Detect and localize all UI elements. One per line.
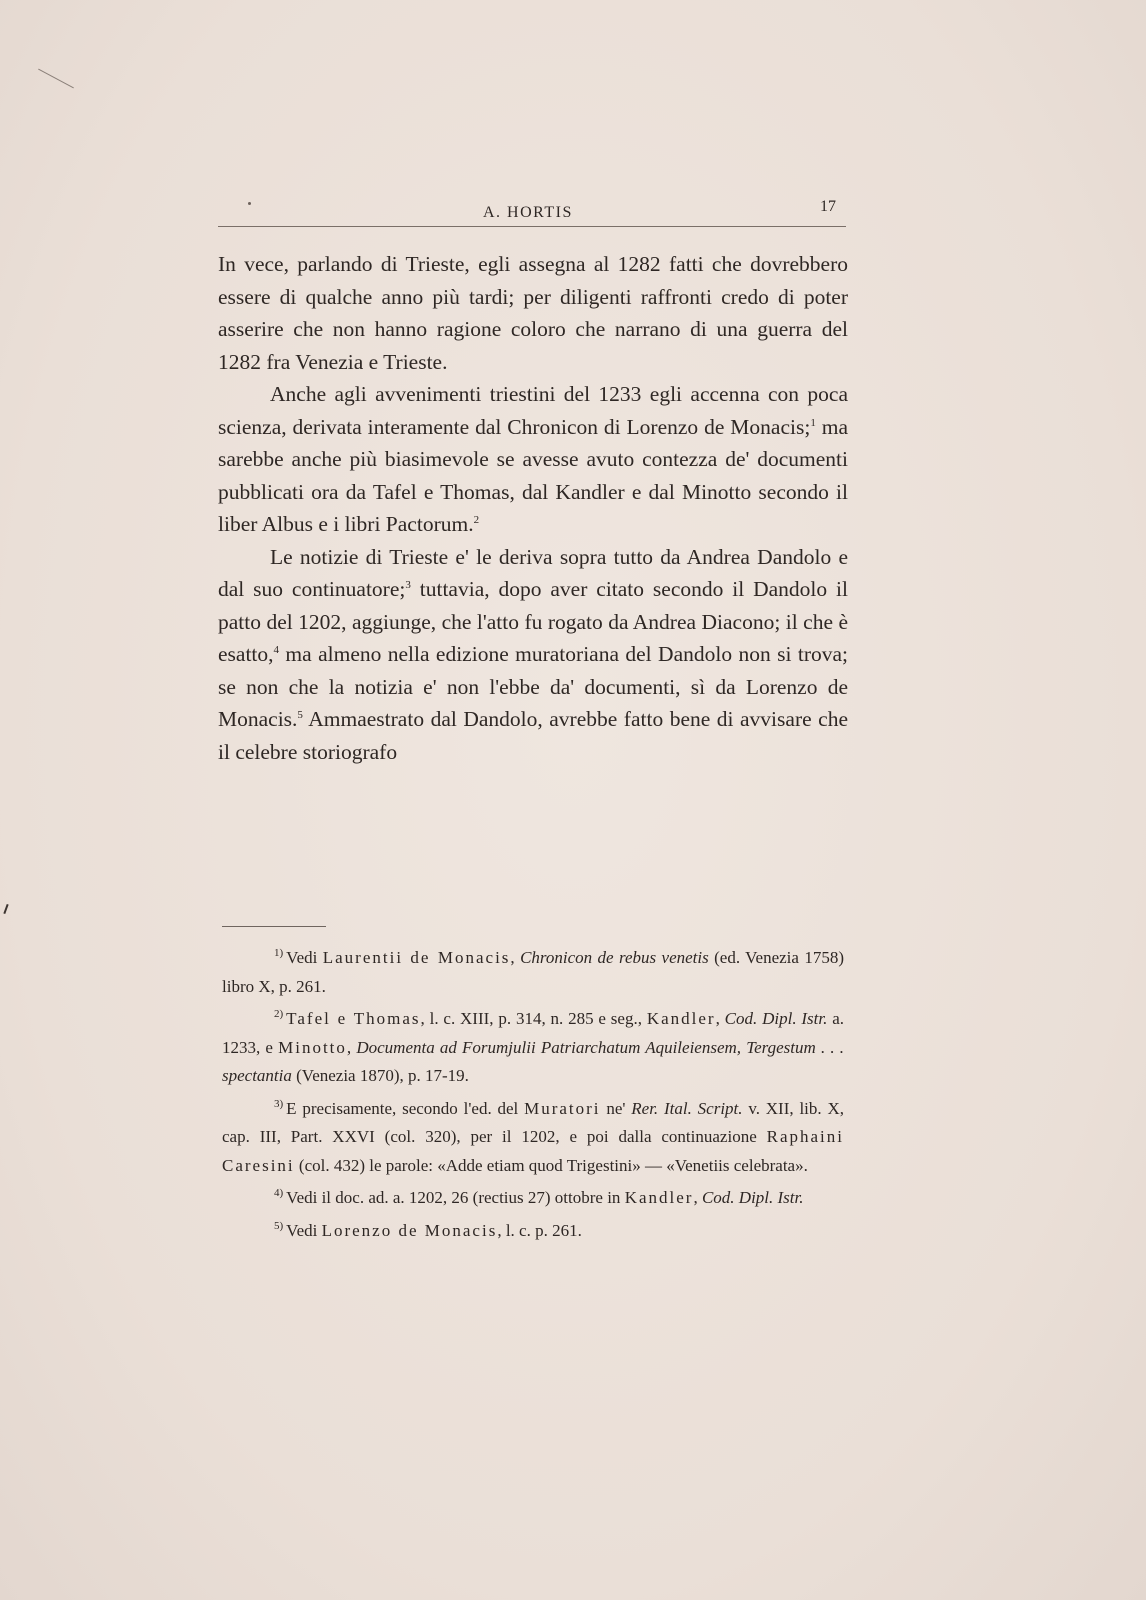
footnote-2-text-f: a. 1233, e [222, 1009, 845, 1057]
paragraph-3 [218, 541, 848, 769]
paper-crease-mark [38, 69, 74, 89]
footnote-2-text-b: , l. c. XIII, p. 314, n. 285 e seg., [420, 1009, 647, 1028]
footnote-2-number: 2) [274, 1008, 284, 1021]
footnote-2-text-j: (Venezia 1870), p. 17-19. [291, 1066, 469, 1085]
running-header-author: A. HORTIS [483, 204, 573, 221]
footnote-5 [222, 1217, 844, 1246]
footnote-2-text-d: , [715, 1009, 725, 1028]
paragraph-1-text: In vece, parlando di Trieste, egli assegna al 1282 fatti che dovrebbero essere di qualche anno più tardi; per diligenti raffronti credo di poter asserire che non hanno ragione coloro che narrano di una guerra del 1282 fra Venezia e Trieste. [218, 252, 848, 374]
footnote-4-text-a: Vedi il doc. ad. a. 1202, 26 (rectius 27) ottobre in [286, 1188, 625, 1207]
footnote-3-number: 3) [274, 1097, 284, 1110]
paragraph-3-text-c: ma almeno nella edizione muratoriana del Dandolo non si trova; se non che la notizia e' non l'ebbe da' documenti, sì da Lorenzo de Monacis. [218, 642, 848, 731]
footnote-3-text-e: v. XII, lib. X, cap. III, Part. XXVI (col. 320), per il 1202, e poi dalla continuazione [222, 1098, 844, 1146]
footnote-5-text-c: , l. c. p. 261. [497, 1220, 582, 1240]
header-rule [218, 226, 846, 227]
footnote-2-author-kandler: Kandler [646, 1009, 716, 1028]
footnote-2-author-minotto: Minotto [278, 1037, 347, 1057]
footnote-2-title-documenta: Documenta ad Forumjulii Patriarchatum Aquileiensem, Tergestum . . . spectantia [222, 1037, 845, 1085]
footnote-ref-3: 3 [405, 578, 411, 591]
paragraph-3-text-b: tuttavia, dopo aver citato secondo il Dandolo il patto del 1202, aggiunge, che l'atto fu rogato da Andrea Diacono; il che è esatto, [218, 577, 848, 666]
paragraph-3-text-d: Ammaestrato dal Dandolo, avrebbe fatto bene di avvisare che il celebre storiografo [218, 707, 848, 764]
paragraph-2 [218, 378, 848, 541]
footnote-4-title: Cod. Dipl. Istr. [701, 1188, 804, 1207]
footnote-1-author: Laurentii de Monacis [322, 948, 511, 967]
footnote-3-text-c: ne' [600, 1098, 632, 1118]
footnote-3-author-caresini: Raphaini Caresini [222, 1127, 844, 1175]
footnote-2-title-cod: Cod. Dipl. Istr. [724, 1009, 828, 1028]
footnote-1-text-e: (ed. Venezia 1758) libro X, p. 261. [222, 948, 844, 996]
footnote-4-author: Kandler [624, 1188, 694, 1207]
footnote-4 [222, 1184, 844, 1213]
footnote-ref-5: 5 [297, 708, 303, 721]
footnote-2 [222, 1005, 844, 1091]
footnote-1 [222, 944, 844, 1001]
main-text [218, 248, 848, 768]
footnote-2-text-h: , [346, 1037, 357, 1057]
footnote-1-number: 1) [274, 947, 284, 960]
footnote-1-title: Chronicon de rebus venetis [520, 948, 709, 967]
paragraph-2-text-a: Anche agli avvenimenti triestini del 1233 egli accenna con poca scienza, derivata interamente dal Chronicon di Lorenzo de Monacis; [218, 382, 848, 439]
paragraph-1 [218, 248, 848, 378]
header-dot [248, 202, 251, 205]
footnote-ref-1: 1 [810, 416, 816, 429]
footnote-3 [222, 1095, 844, 1181]
footnote-3-title: Rer. Ital. Script. [631, 1098, 743, 1118]
footnote-4-text-c: , [693, 1188, 702, 1207]
footnote-5-number: 5) [274, 1219, 284, 1232]
footnote-ref-2: 2 [473, 513, 480, 526]
footnote-5-author: Lorenzo de Monacis [321, 1220, 498, 1240]
footnote-2-authors: Tafel e Thomas [286, 1009, 421, 1028]
footnote-4-number: 4) [274, 1187, 284, 1200]
footnotes [222, 944, 844, 1249]
footnote-1-text-c: , [510, 948, 521, 967]
footnote-3-text-g: (col. 432) le parole: «Adde etiam quod Trigestini» — «Venetiis celebrata». [294, 1155, 808, 1175]
footnote-1-text-a: Vedi [286, 948, 323, 967]
footnote-ref-4: 4 [273, 643, 280, 656]
margin-ink-mark [3, 904, 8, 914]
footnote-3-author: Muratori [524, 1098, 601, 1118]
footnote-separator [222, 926, 326, 927]
running-header [218, 196, 846, 230]
paragraph-2-text-b: ma sarebbe anche più biasimevole se avesse avuto contezza de' documenti pubblicati ora da Tafel e Thomas, dal Kandler e dal Minotto secondo il liber Albus e i libri Pactorum. [218, 414, 848, 536]
footnote-5-text-a: Vedi [286, 1220, 322, 1240]
paragraph-3-text-a: Le notizie di Trieste e' le deriva sopra tutto da Andrea Dandolo e dal suo continuatore; [218, 544, 848, 601]
page-number: 17 [820, 198, 836, 215]
footnote-3-text-a: E precisamente, secondo l'ed. del [286, 1098, 525, 1118]
